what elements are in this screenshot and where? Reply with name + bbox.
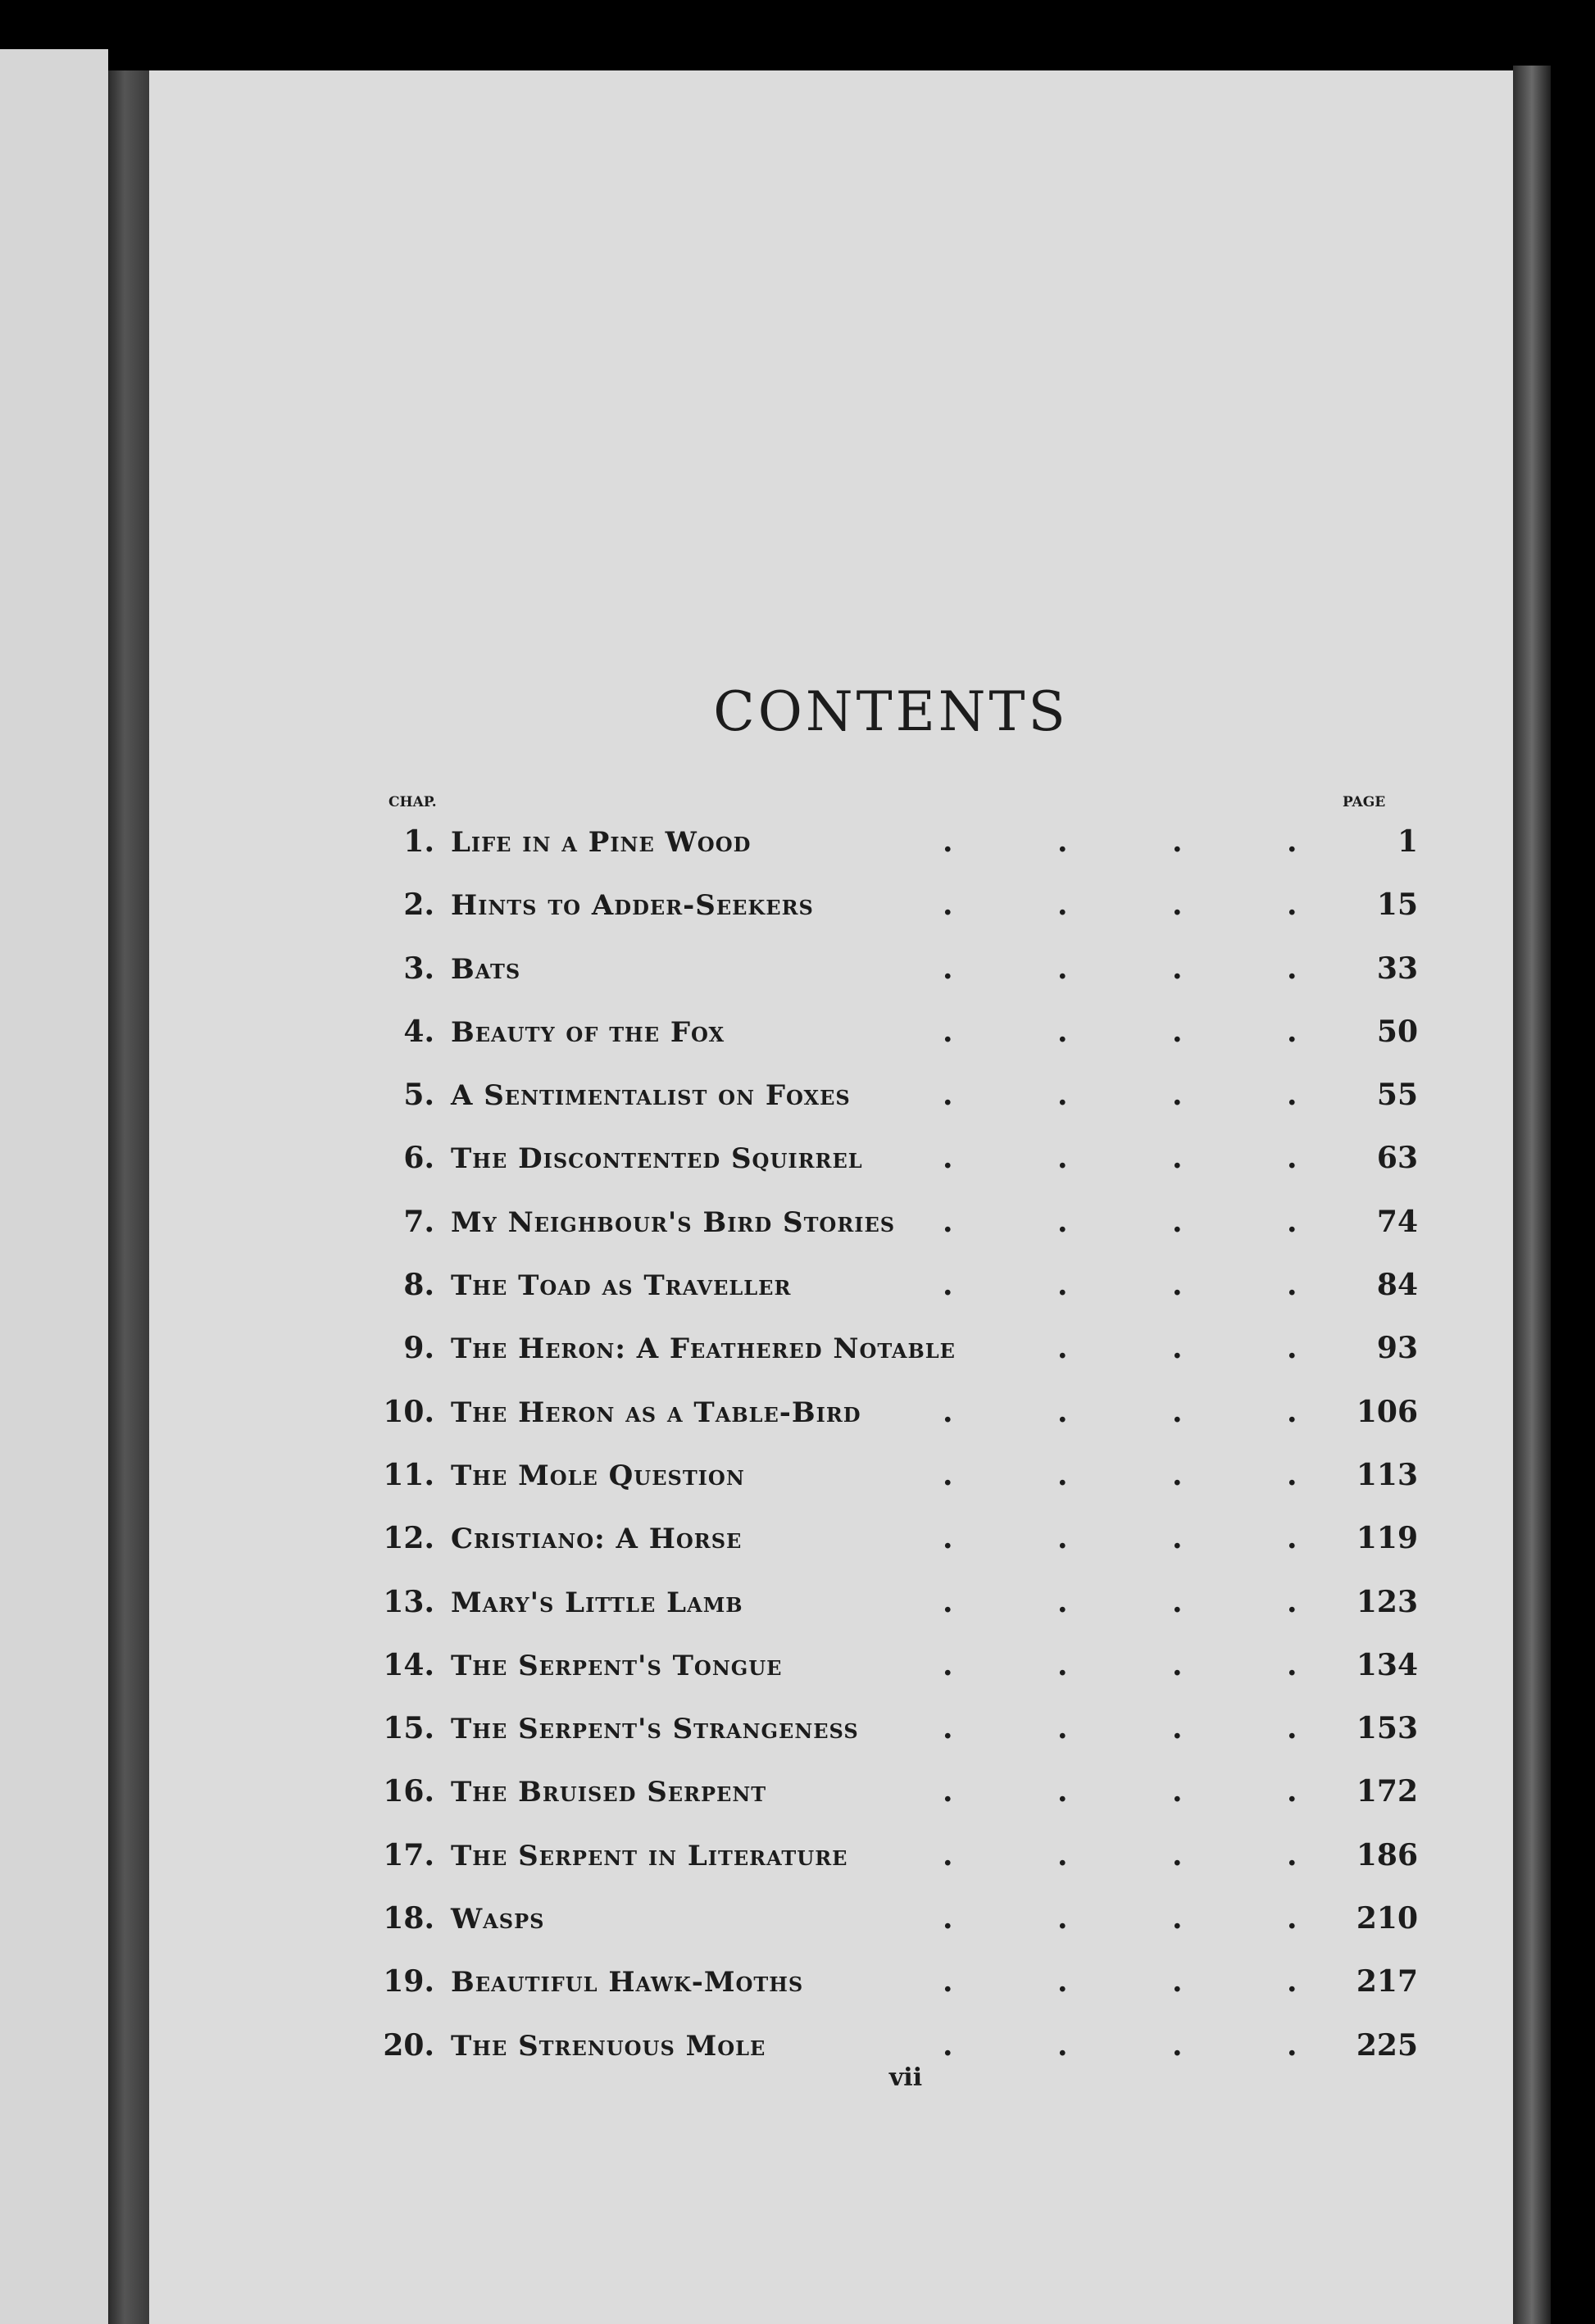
leader-dot: .: [1057, 1457, 1068, 1492]
chapter-title: Cristiano: A Horse: [451, 1523, 743, 1556]
page-column-label: PAGE: [1343, 794, 1386, 810]
chapter-page-number: 1: [1397, 824, 1418, 859]
leader-dot: .: [1287, 1711, 1297, 1746]
leader-dot: .: [1287, 1141, 1297, 1176]
toc-entry: [385, 938, 1418, 1001]
page-right-edge: [1513, 66, 1551, 2324]
chapter-page-number: 93: [1376, 1331, 1418, 1366]
chapter-number: 7.: [403, 1204, 434, 1239]
leader-dot: .: [943, 1711, 953, 1746]
leader-dot: .: [943, 1204, 953, 1239]
leader-dot: .: [1057, 1647, 1068, 1682]
chapter-title: Life in a Pine Wood: [451, 826, 752, 859]
leader-dot: .: [1057, 1711, 1068, 1746]
chapter-column-label: CHAP.: [389, 794, 437, 810]
chapter-title: Beauty of the Fox: [451, 1015, 725, 1049]
leader-dot: .: [943, 1078, 953, 1113]
leader-dot: .: [1172, 1141, 1183, 1176]
leader-dot: .: [1287, 1964, 1297, 1999]
leader-dot: .: [1172, 1521, 1183, 1556]
leader-dot: .: [1172, 1711, 1183, 1746]
leader-dot: .: [1172, 1078, 1183, 1113]
leader-dot: .: [1287, 1521, 1297, 1556]
leader-dot: .: [1287, 1331, 1297, 1366]
leader-dot: .: [1057, 1014, 1068, 1049]
chapter-page-number: 123: [1356, 1584, 1418, 1619]
leader-dot: .: [1287, 1078, 1297, 1113]
chapter-page-number: 84: [1376, 1268, 1418, 1303]
leader-dot: .: [1287, 1584, 1297, 1619]
leader-dot: .: [1172, 1394, 1183, 1429]
facing-page-edge: [0, 49, 108, 2324]
leader-dot: .: [1287, 2027, 1297, 2063]
leader-dot: .: [943, 951, 953, 986]
toc-entry: [385, 1951, 1418, 2014]
leader-dot: .: [1172, 1837, 1183, 1872]
toc-entry: [385, 1192, 1418, 1255]
chapter-number: 8.: [403, 1268, 434, 1303]
chapter-title: Beautiful Hawk-Moths: [451, 1966, 804, 1999]
leader-dot: .: [1057, 1394, 1068, 1429]
chapter-page-number: 106: [1356, 1394, 1418, 1429]
leader-dot: .: [1172, 1331, 1183, 1366]
leader-dot: .: [943, 1014, 953, 1049]
chapter-page-number: 134: [1356, 1647, 1418, 1682]
chapter-page-number: 33: [1376, 951, 1418, 986]
chapter-number: 3.: [403, 951, 434, 986]
leader-dot: .: [1172, 887, 1183, 923]
leader-dot: .: [1172, 1204, 1183, 1239]
leader-dot: .: [1172, 1268, 1183, 1303]
leader-dot: .: [1057, 2027, 1068, 2063]
toc-entry: [385, 1572, 1418, 1635]
toc-entry: [385, 1255, 1418, 1318]
toc-entry: [385, 1445, 1418, 1508]
leader-dot: .: [943, 1394, 953, 1429]
leader-dot: .: [1172, 1901, 1183, 1936]
toc-entry: [385, 1382, 1418, 1445]
chapter-number: 10.: [383, 1394, 434, 1429]
leader-dot: .: [1172, 824, 1183, 859]
leader-dot: .: [1057, 1268, 1068, 1303]
toc-entry: [385, 1825, 1418, 1888]
chapter-page-number: 50: [1376, 1014, 1418, 1049]
chapter-title: The Toad as Traveller: [451, 1269, 792, 1303]
chapter-number: 12.: [383, 1521, 434, 1556]
leader-dot: .: [943, 1268, 953, 1303]
chapter-page-number: 113: [1356, 1457, 1418, 1492]
leader-dot: .: [1172, 1774, 1183, 1809]
toc-entry: [385, 1001, 1418, 1064]
leader-dot: .: [943, 1901, 953, 1936]
leader-dot: .: [1287, 1457, 1297, 1492]
leader-dot: .: [1287, 1394, 1297, 1429]
toc-entry: [385, 1761, 1418, 1824]
leader-dot: .: [1057, 1331, 1068, 1366]
leader-dot: .: [1172, 1014, 1183, 1049]
chapter-title: My Neighbour's Bird Stories: [451, 1205, 896, 1239]
chapter-number: 9.: [403, 1331, 434, 1366]
chapter-title: The Strenuous Mole: [451, 2029, 766, 2063]
chapter-title: The Serpent's Strangeness: [451, 1713, 859, 1746]
leader-dot: .: [943, 1774, 953, 1809]
leader-dot: .: [943, 1457, 953, 1492]
leader-dot: .: [943, 1964, 953, 1999]
chapter-page-number: 63: [1376, 1141, 1418, 1176]
chapter-number: 6.: [403, 1141, 434, 1176]
toc-entry: [385, 1064, 1418, 1128]
toc-entry: [385, 1318, 1418, 1381]
toc-entry: [385, 1128, 1418, 1191]
leader-dot: .: [1057, 824, 1068, 859]
leader-dot: .: [1057, 1964, 1068, 1999]
leader-dot: .: [1057, 887, 1068, 923]
chapter-title: The Bruised Serpent: [451, 1776, 767, 1809]
leader-dot: .: [1057, 1078, 1068, 1113]
leader-dot: .: [1057, 1521, 1068, 1556]
toc-entry: [385, 811, 1418, 874]
leader-dot: .: [1057, 1584, 1068, 1619]
book-spine-shadow: [108, 70, 149, 2324]
leader-dot: .: [1287, 887, 1297, 923]
leader-dot: .: [1057, 951, 1068, 986]
chapter-page-number: 210: [1356, 1901, 1418, 1936]
chapter-page-number: 217: [1356, 1964, 1418, 1999]
leader-dot: .: [1057, 1204, 1068, 1239]
chapter-title: The Discontented Squirrel: [451, 1142, 863, 1176]
chapter-number: 20.: [383, 2027, 434, 2063]
toc-entry: [385, 874, 1418, 937]
leader-dot: .: [943, 1837, 953, 1872]
chapter-number: 2.: [403, 887, 434, 923]
chapter-title: The Heron: A Feathered Notable: [451, 1332, 956, 1366]
leader-dot: .: [1287, 1901, 1297, 1936]
chapter-page-number: 186: [1356, 1837, 1418, 1872]
chapter-number: 15.: [383, 1711, 434, 1746]
chapter-number: 1.: [403, 824, 434, 859]
book-page: [149, 70, 1513, 2324]
leader-dot: .: [1287, 1647, 1297, 1682]
leader-dot: .: [943, 1521, 953, 1556]
leader-dot: .: [1057, 1774, 1068, 1809]
leader-dot: .: [1287, 951, 1297, 986]
leader-dot: .: [1057, 1141, 1068, 1176]
leader-dot: .: [1172, 1647, 1183, 1682]
chapter-title: The Mole Question: [451, 1459, 745, 1492]
leader-dot: .: [1287, 1268, 1297, 1303]
page-title: CONTENTS: [713, 680, 1069, 743]
leader-dot: .: [943, 887, 953, 923]
leader-dot: .: [1172, 951, 1183, 986]
chapter-page-number: 74: [1376, 1204, 1418, 1239]
chapter-number: 17.: [383, 1837, 434, 1872]
toc-entry: [385, 1698, 1418, 1761]
chapter-number: 13.: [383, 1584, 434, 1619]
chapter-title: Mary's Little Lamb: [451, 1586, 743, 1619]
chapter-page-number: 15: [1376, 887, 1418, 923]
chapter-number: 4.: [403, 1014, 434, 1049]
toc-entry: [385, 1508, 1418, 1571]
chapter-title: Wasps: [451, 1903, 545, 1936]
chapter-number: 11.: [383, 1457, 434, 1492]
leader-dot: .: [943, 1141, 953, 1176]
chapter-number: 16.: [383, 1774, 434, 1809]
page-folio: vii: [888, 2063, 923, 2092]
leader-dot: .: [943, 2027, 953, 2063]
leader-dot: .: [1172, 1457, 1183, 1492]
leader-dot: .: [1172, 2027, 1183, 2063]
leader-dot: .: [943, 1584, 953, 1619]
leader-dot: .: [1057, 1837, 1068, 1872]
chapter-title: The Heron as a Table-Bird: [451, 1396, 861, 1429]
leader-dot: .: [1057, 1901, 1068, 1936]
leader-dot: .: [1287, 824, 1297, 859]
leader-dot: .: [1287, 1014, 1297, 1049]
chapter-page-number: 172: [1356, 1774, 1418, 1809]
leader-dot: .: [943, 1647, 953, 1682]
chapter-page-number: 55: [1376, 1078, 1418, 1113]
leader-dot: .: [1287, 1837, 1297, 1872]
toc-entry: [385, 1888, 1418, 1951]
leader-dot: .: [1287, 1774, 1297, 1809]
chapter-number: 14.: [383, 1647, 434, 1682]
toc-entry: [385, 1635, 1418, 1698]
chapter-title: Bats: [451, 952, 521, 986]
table-of-contents: [385, 811, 1418, 2078]
chapter-page-number: 153: [1356, 1711, 1418, 1746]
leader-dot: .: [943, 824, 953, 859]
chapter-title: A Sentimentalist on Foxes: [451, 1079, 851, 1113]
chapter-page-number: 225: [1356, 2027, 1418, 2063]
chapter-title: Hints to Adder-Seekers: [451, 889, 814, 923]
chapter-number: 18.: [383, 1901, 434, 1936]
chapter-number: 5.: [403, 1078, 434, 1113]
chapter-page-number: 119: [1356, 1521, 1418, 1556]
chapter-number: 19.: [383, 1964, 434, 1999]
chapter-title: The Serpent in Literature: [451, 1839, 848, 1872]
leader-dot: .: [1172, 1964, 1183, 1999]
leader-dot: .: [1172, 1584, 1183, 1619]
chapter-title: The Serpent's Tongue: [451, 1649, 783, 1682]
leader-dot: .: [1287, 1204, 1297, 1239]
